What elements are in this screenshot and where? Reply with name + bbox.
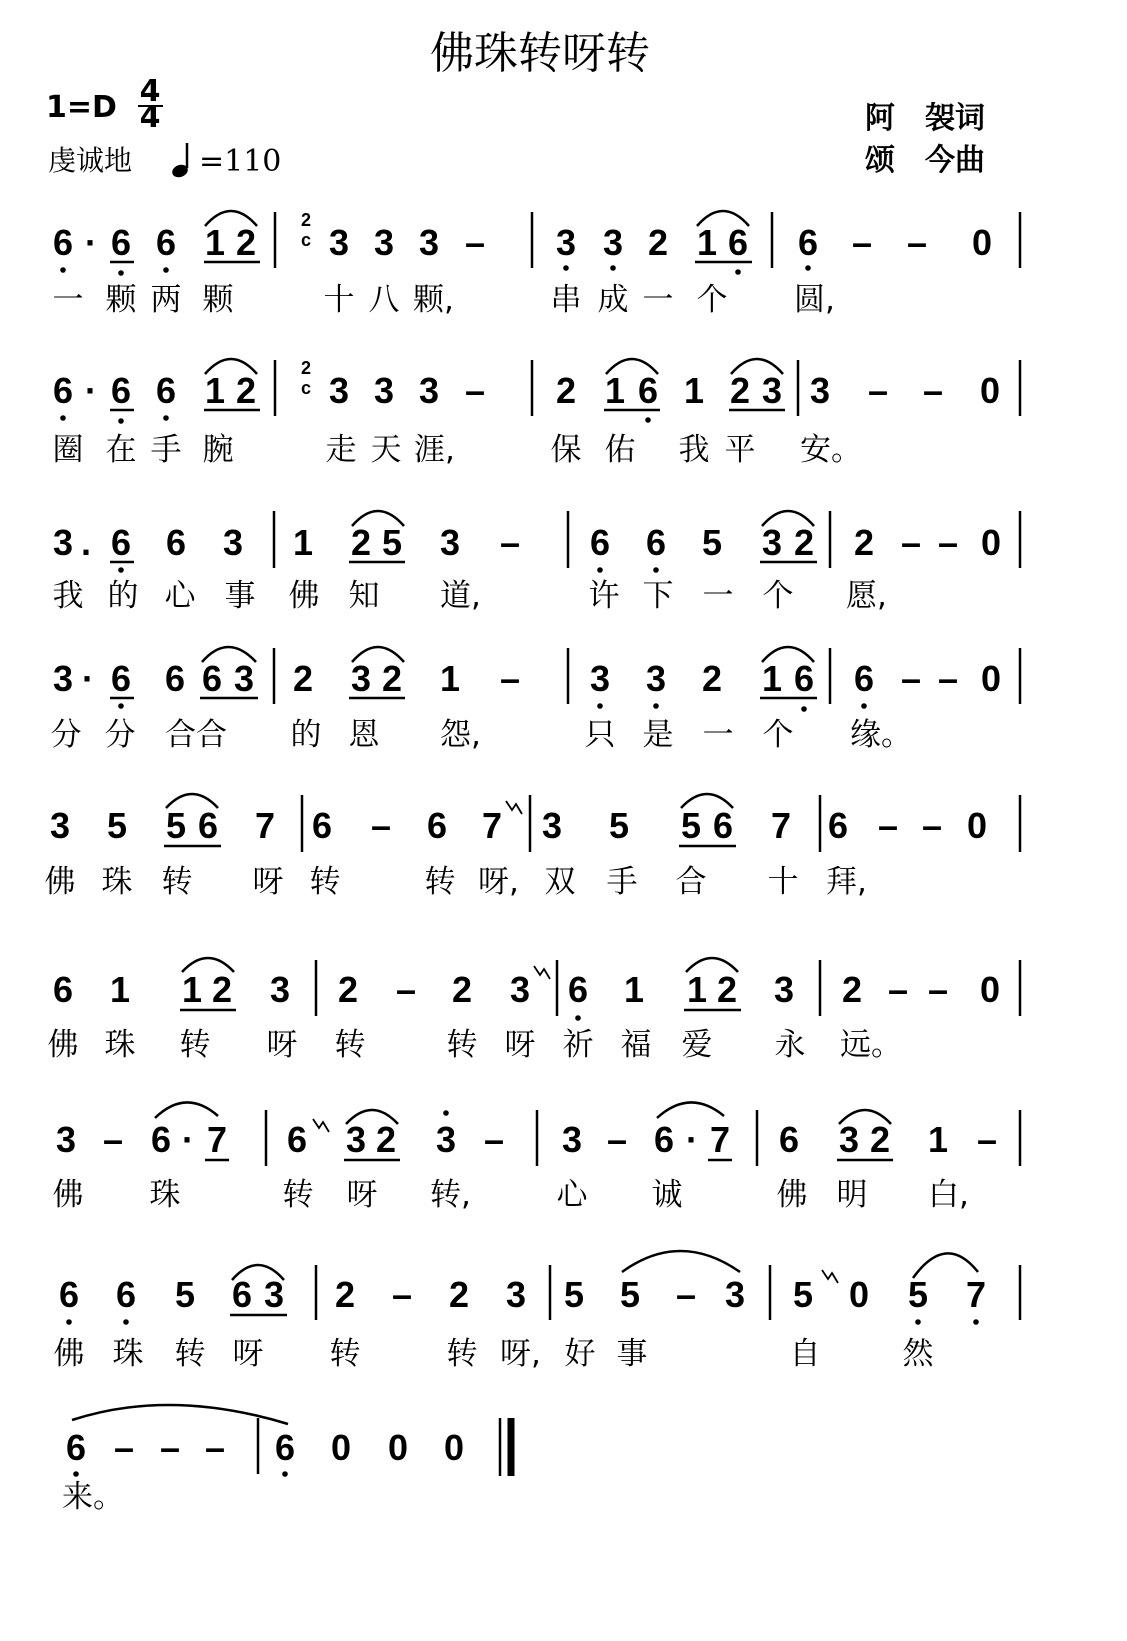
expression-mark: 虔诚地 [48,144,133,177]
meter-change-top: 2 [300,358,312,378]
note: 1 [927,1119,949,1160]
dot-duration: . [80,522,92,563]
lyric: 个 [762,578,794,614]
note: 2 [793,522,815,563]
score-line-5 [45,794,1021,900]
note: 6 [778,1119,800,1160]
lyric: 一 [702,578,734,614]
lyric: 心 [164,578,196,614]
lyric: 个 [762,717,794,753]
note: 1 [439,658,461,699]
dot-duration: · [85,222,97,263]
meter-change-top: 2 [300,210,312,230]
lyric: 自 [789,1336,821,1372]
note: 2 [292,658,314,699]
note: 7 [965,1274,987,1315]
lyric: 颗, [413,282,454,318]
lyric: 手 [606,864,638,900]
dash: – [937,522,959,563]
note: 3 [418,222,440,263]
lyric: 珠 [104,1027,136,1063]
lyric: 只 [584,717,616,753]
breath-mark [506,801,522,814]
note: 6 [637,370,659,411]
lyric: 的 [107,578,139,614]
lyric: 走 [325,432,357,468]
note: 6 [853,658,875,699]
note: 3 [602,222,624,263]
lyric: 佛 [52,1177,84,1213]
lyric: 呀 [252,864,284,900]
lyric: 事 [616,1336,648,1372]
note: 6 [65,1427,87,1468]
dash: – [851,222,873,263]
dash: – [675,1274,697,1315]
dash: – [464,370,486,411]
note: 0 [979,969,1001,1010]
note: 1 [204,370,226,411]
note: 6 [201,658,223,699]
score-line-8 [54,1251,1021,1372]
lyric: 八 [368,282,400,318]
note: 3 [589,658,611,699]
lyric: 十 [323,282,355,318]
note: 3 [52,522,74,563]
lyric: 永 [774,1027,806,1063]
note: 3 [222,522,244,563]
lyric: 呀 [232,1336,264,1372]
lyric: 转 [446,1336,478,1372]
note: 3 [373,222,395,263]
note: 5 [174,1274,196,1315]
score-line-3 [53,511,1021,614]
note: 3 [561,1119,583,1160]
dash: – [921,805,943,846]
dash: – [464,222,486,263]
dash: – [391,1274,413,1315]
lyric: 知 [348,578,380,614]
score-line-7 [53,1102,1021,1213]
lyric: 佛 [47,1027,79,1063]
note: 0 [971,222,993,263]
note: 6 [274,1427,296,1468]
lyric: 事 [224,578,256,614]
note: 5 [106,805,128,846]
lyric: 我 [678,432,710,468]
lyric: 呀, [478,864,519,900]
note: 6 [793,658,815,699]
dash: – [483,1119,505,1160]
breath-mark [534,966,550,979]
note: 6 [110,370,132,411]
dash: – [159,1427,181,1468]
note: 2 [211,969,233,1010]
lyric: 远。 [840,1027,902,1063]
note: 3 [645,658,667,699]
note: 6 [110,522,132,563]
lyric: 转 [161,864,193,900]
note: 7 [709,1119,731,1160]
note: 2 [555,370,577,411]
note: 6 [311,805,333,846]
note: 2 [381,658,403,699]
dash: – [370,805,392,846]
lyric: 手 [150,432,182,468]
note: 2 [350,522,372,563]
note: 2 [337,969,359,1010]
note: 0 [979,370,1001,411]
lyric: 圈 [52,432,84,468]
lyric: 分 [50,717,82,753]
lyric: 转 [309,864,341,900]
note: 6 [115,1274,137,1315]
note: 7 [206,1119,228,1160]
note: 1 [204,222,226,263]
lyric: 呀 [346,1177,378,1213]
note: 3 [418,370,440,411]
note: 3 [350,658,372,699]
lyric: 腕 [202,432,234,468]
note: 3 [435,1119,457,1160]
note: 3 [328,370,350,411]
note: 0 [848,1274,870,1315]
dash: – [499,522,521,563]
lyric: 圆, [794,282,835,318]
note: 5 [619,1274,641,1315]
note: 3 [809,370,831,411]
note: 1 [683,370,705,411]
note: 6 [155,222,177,263]
note: 3 [55,1119,77,1160]
lyric: 爱 [681,1027,713,1063]
dash: – [204,1427,226,1468]
dash: – [922,370,944,411]
lyric: 的 [290,717,322,753]
lyric: 白, [928,1177,969,1213]
note: 0 [387,1427,409,1468]
lyric: 转 [282,1177,314,1213]
lyric: 颗 [202,282,234,318]
dash: – [900,522,922,563]
lyric: 个 [696,282,728,318]
lyric: 佛 [776,1177,808,1213]
note: 2 [869,1119,891,1160]
note: 3 [373,370,395,411]
lyric: 一 [52,282,84,318]
dash: – [976,1119,998,1160]
lyric: 一 [702,717,734,753]
note: 3 [49,805,71,846]
lyric: 拜, [826,864,867,900]
time-signature [138,74,163,135]
note: 0 [330,1427,352,1468]
lyric: 呀 [266,1027,298,1063]
lyric: 在 [105,432,137,468]
note: 0 [443,1427,465,1468]
note: 3 [555,222,577,263]
note: 1 [761,658,783,699]
quarter-note-icon [170,143,189,179]
score-line-9 [62,1405,511,1515]
lyricist-credit: 阿 袈词 [865,101,985,136]
dash: – [900,658,922,699]
score-line-1 [53,210,1021,318]
dash: – [877,805,899,846]
score-line-2 [53,358,1021,468]
note: 0 [980,658,1002,699]
lyric: 保 [550,432,582,468]
dot-duration: · [182,1119,194,1160]
score-line-6 [48,958,1021,1063]
lyric: 转 [174,1336,206,1372]
lyric: 诚 [651,1177,683,1213]
note: 6 [827,805,849,846]
dash: – [867,370,889,411]
note: 6 [52,222,74,263]
dash: – [906,222,928,263]
dash: – [606,1119,628,1160]
lyric: 愿, [846,578,887,614]
lyric: 两 [150,282,182,318]
note: 5 [563,1274,585,1315]
note: 6 [653,1119,675,1160]
note: 6 [52,370,74,411]
note: 3 [328,222,350,263]
lyric: 佑 [604,432,636,468]
note: 6 [589,522,611,563]
note: 2 [375,1119,397,1160]
note: 6 [165,522,187,563]
lyric: 佛 [44,864,76,900]
note: 5 [381,522,403,563]
note: 1 [623,969,645,1010]
svg-text:c: c [300,230,312,250]
lyric: 涯, [414,432,455,468]
svg-text:c: c [300,378,312,398]
note: 6 [110,658,132,699]
note: 3 [838,1119,860,1160]
meter-top: 4 [139,74,161,109]
note: 6 [150,1119,172,1160]
note: 6 [797,222,819,263]
note: 6 [712,805,734,846]
note: 7 [770,805,792,846]
note: 3 [541,805,563,846]
lyric: 来。 [62,1479,124,1515]
lyric: 转 [446,1027,478,1063]
note: 3 [773,969,795,1010]
dash: – [937,658,959,699]
lyric: 十 [767,864,799,900]
note: 6 [110,222,132,263]
lyric: 串 [550,282,582,318]
key-signature: 1=D [46,90,117,125]
note: 0 [966,805,988,846]
note: 6 [52,969,74,1010]
note: 3 [509,969,531,1010]
lyric: 佛 [288,578,320,614]
dot-duration: · [82,658,94,699]
dash: – [395,969,417,1010]
lyric: 我 [52,578,84,614]
lyric: 心 [556,1177,588,1213]
note: 6 [197,805,219,846]
note: 2 [334,1274,356,1315]
lyric: 颗 [105,282,137,318]
note: 3 [52,658,74,699]
dash: – [499,658,521,699]
note: 3 [761,370,783,411]
note: 6 [164,658,186,699]
lyric: 呀, [500,1336,541,1372]
note: 3 [439,522,461,563]
note: 3 [345,1119,367,1160]
lyric: 转 [334,1027,366,1063]
dot-duration: · [85,370,97,411]
lyric: 好 [564,1336,596,1372]
note: 6 [727,222,749,263]
lyric: 福 [620,1027,652,1063]
note: 3 [505,1274,527,1315]
dot-duration: · [686,1119,698,1160]
lyric: 道, [440,578,481,614]
lyric: 天 [370,432,402,468]
meter-bottom: 4 [139,100,161,135]
note: 2 [235,370,257,411]
lyric: 许 [588,578,620,614]
note: 6 [231,1274,253,1315]
note: 1 [292,522,314,563]
lyric: 转, [430,1177,471,1213]
note: 6 [286,1119,308,1160]
note: 0 [980,522,1002,563]
lyric: 双 [544,864,576,900]
note: 5 [680,805,702,846]
note: 5 [701,522,723,563]
lyric: 转 [424,864,456,900]
breath-mark [822,1270,838,1283]
note: 6 [155,370,177,411]
note: 2 [701,658,723,699]
lyric: 恩 [348,717,380,753]
lyric: 平 [724,432,756,468]
lyric: 珠 [112,1336,144,1372]
note: 1 [604,370,626,411]
note: 3 [263,1274,285,1315]
note: 2 [853,522,875,563]
note: 1 [109,969,131,1010]
note: 5 [907,1274,929,1315]
note: 2 [451,969,473,1010]
note: 3 [269,969,291,1010]
note: 6 [426,805,448,846]
note: 6 [58,1274,80,1315]
note: 6 [645,522,667,563]
lyric: 安。 [800,432,862,468]
note: 5 [608,805,630,846]
score-line-4 [51,647,1021,753]
lyric: 分 [104,717,136,753]
note: 1 [696,222,718,263]
lyric: 合合 [165,717,227,753]
note: 7 [254,805,276,846]
note: 3 [233,658,255,699]
note: 1 [686,969,708,1010]
note: 2 [841,969,863,1010]
breath-mark [313,1119,329,1132]
note: 2 [235,222,257,263]
note: 3 [724,1274,746,1315]
lyric: 佛 [53,1336,85,1372]
dash: – [927,969,949,1010]
lyric: 下 [642,578,674,614]
note: 7 [481,805,503,846]
lyric: 转 [179,1027,211,1063]
note: 1 [181,969,203,1010]
dash: – [102,1119,124,1160]
lyric: 珠 [149,1177,181,1213]
note: 5 [165,805,187,846]
note: 5 [792,1274,814,1315]
note: 2 [448,1274,470,1315]
lyric: 珠 [101,864,133,900]
lyric: 祈 [562,1027,594,1063]
song-title: 佛珠转呀转 [430,28,650,79]
tempo-marking: =110 [199,144,282,179]
lyric: 转 [329,1336,361,1372]
dash: – [113,1427,135,1468]
note: 2 [729,370,751,411]
lyric: 呀 [504,1027,536,1063]
lyric: 合 [675,864,707,900]
note: 2 [716,969,738,1010]
lyric: 是 [642,717,674,753]
lyric: 一 [642,282,674,318]
lyric: 怨, [440,717,481,753]
note: 2 [647,222,669,263]
lyric: 然 [902,1336,934,1372]
composer-credit: 颂 今曲 [865,143,985,178]
dash: – [887,969,909,1010]
lyric: 成 [597,282,629,318]
lyric: 缘。 [850,717,912,753]
note: 6 [567,969,589,1010]
lyric: 明 [836,1177,868,1213]
note: 3 [761,522,783,563]
